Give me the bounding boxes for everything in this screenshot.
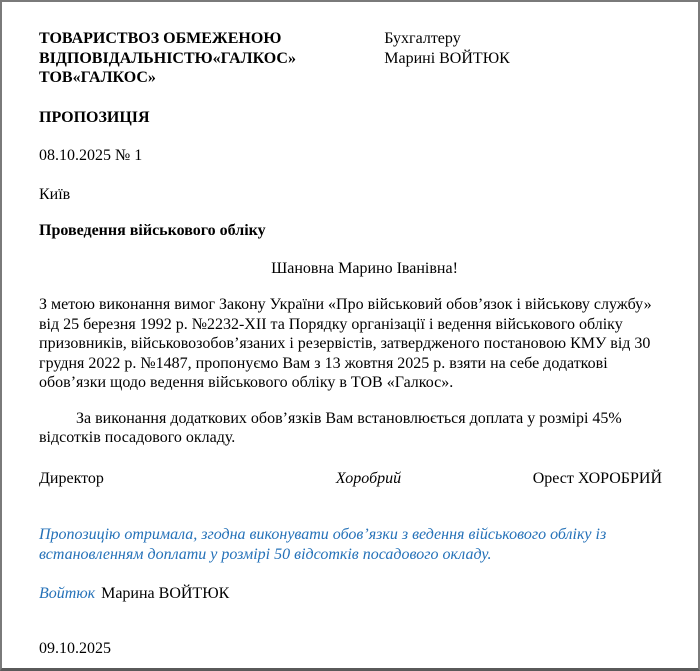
sender-company — [39, 29, 384, 88]
signer-position: Директор — [39, 469, 104, 487]
sender-line-3: ТОВ«ГАЛКОС» — [39, 69, 156, 86]
acknowledgement-signature-row — [39, 584, 662, 604]
document-type-title: ПРОПОЗИЦІЯ — [39, 108, 150, 126]
document-header — [39, 29, 662, 88]
doc-date-number: 08.10.2025 № 1 — [39, 147, 143, 164]
subject-line: Проведення військового обліку — [39, 222, 266, 239]
doc-place: Київ — [39, 185, 71, 203]
sender-line-1: ТОВАРИСТВОЗ ОБМЕЖЕНОЮ — [39, 30, 282, 47]
addressee-role: Бухгалтеру — [384, 30, 461, 47]
acknowledgement-date: 09.10.2025 — [39, 639, 111, 657]
salutation: Шановна Марино Іванівна! — [271, 259, 458, 277]
addressee-name: Марині ВОЙТЮК — [384, 49, 510, 67]
sender-line-2: ВІДПОВІДАЛЬНІСТЮ«ГАЛКОС» — [39, 49, 296, 67]
addressee — [384, 29, 662, 88]
director-signature-script: Хоробрий — [335, 469, 402, 487]
body-paragraph-1: З метою виконання вимог Закону України «Про військовий обов’язок і військову службу» від 25 березня 1992 р. №2232-XII та Порядку організації і ведення військового обліку призовників, військовозобов’язаних і резервістів, затвердженого постановою КМУ від 30 грудня 2022 р. №1487, пропонуємо Вам з 13 жовтня 2025 р. взяти на себе додаткові обов’язки щодо ведення військового обліку в ТОВ «Галкос». — [39, 296, 652, 391]
ack-signer-name: Марина ВОЙТЮК — [101, 585, 230, 602]
acknowledgement-note: Пропозицію отримала, згодна виконувати обов’язки з ведення військового обліку із встановленням доплати у розмірі 50 відсотків посадового окладу. — [39, 526, 607, 563]
director-name: Орест ХОРОБРИЙ — [532, 469, 662, 487]
body-paragraph-2: За виконання додаткових обов’язків Вам встановлюється доплата у розмірі 45% відсотків посадового окладу. — [39, 409, 622, 446]
ack-signature-script: Войтюк — [39, 585, 96, 602]
director-signature-row — [39, 469, 662, 489]
